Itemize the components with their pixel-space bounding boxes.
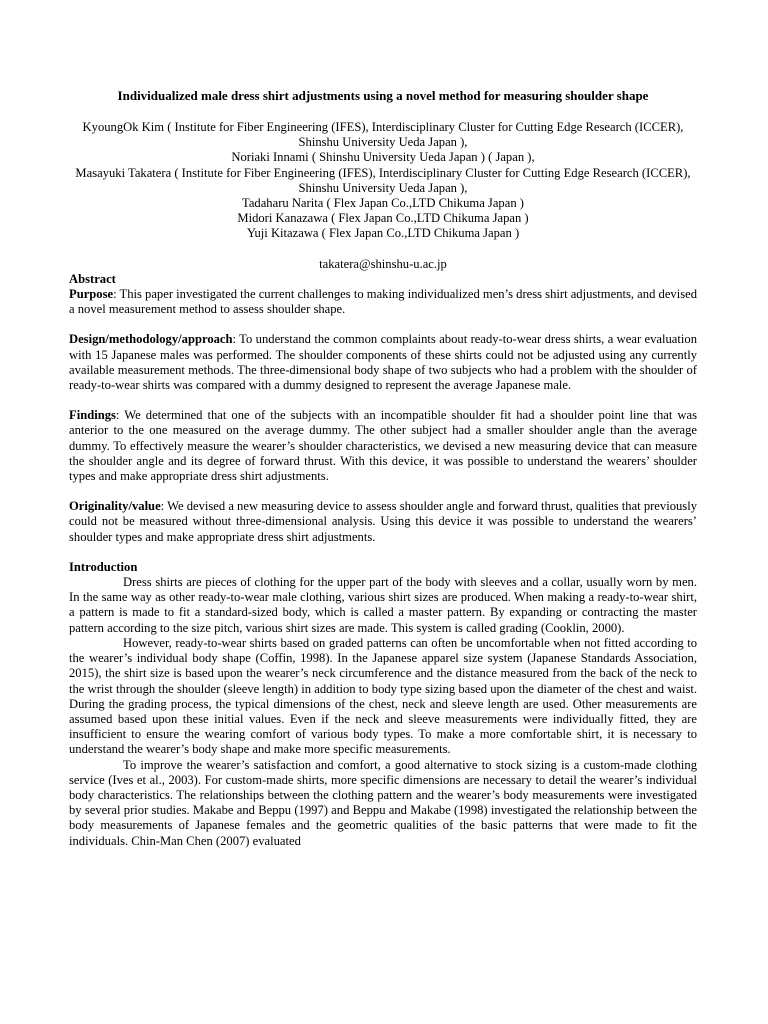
author-entry: Midori Kanazawa ( Flex Japan Co.,LTD Chikuma Japan ) [237, 211, 529, 226]
introduction-paragraph: To improve the wearer’s satisfaction and comfort, a good alternative to stock sizing is a custom-made clothing service (Ives et al., 2003). For custom-made shirts, more specific dimensions are necessary to detail the wearer’s individual body characteristics. The relationships between the clothing pattern and the wearer’s body measurements were investigated by several prior studies. Makabe and Beppu (1997) and Beppu and Makabe (1998) investigated the relationship between the body measurements of Japanese females and the geometric qualities of the basic patterns that were made to fit the individuals. Chin-Man Chen (2007) evaluated [69, 757, 697, 848]
introduction-paragraph: Dress shirts are pieces of clothing for the upper part of the body with sleeves and a collar, usually worn by men. In the same way as other ready-to-wear male clothing, various shirt sizes are produced. When making a ready-to-wear shirt, a pattern is made to fit a standard-sized body, which is called a master pattern. By expanding or contracting the master pattern according to the size pitch, various shirt sizes are made. This system is called grading (Cooklin, 2000). [69, 575, 697, 635]
abstract-originality [69, 499, 697, 545]
paper-title: Individualized male dress shirt adjustments using a novel method for measuring shoulder shape [117, 88, 649, 103]
abstract-design [69, 332, 697, 393]
purpose-label: Purpose [69, 287, 114, 302]
paper-body [69, 88, 697, 849]
purpose-text: : This paper investigated the current challenges to making individualized men’s dress shirt adjustments, and devised a novel measurement method to assess shoulder shape. [69, 287, 697, 317]
abstract-heading: Abstract [69, 271, 116, 286]
author-entry: Tadaharu Narita ( Flex Japan Co.,LTD Chikuma Japan ) [242, 196, 524, 211]
design-label: Design/methodology/approach [69, 332, 233, 347]
originality-label: Originality/value [69, 499, 161, 514]
findings-text: : We determined that one of the subjects with an incompatible shoulder fit had a shoulder point line that was anterior to the one measured on the average dummy. The other subject had a smaller shoulder angle than the average dummy. To effectively measure the wearer’s shoulder characteristics, we devised a new measuring device that can measure the shoulder angle and its degree of forward thrust. With this device, it was possible to understand the wearers’ shoulder types and make appropriate dress shirt adjustments. [69, 408, 697, 484]
introduction-heading: Introduction [69, 559, 138, 574]
abstract-findings [69, 408, 697, 484]
contact-email: takatera@shinshu-u.ac.jp [319, 256, 447, 271]
author-entry: Yuji Kitazawa ( Flex Japan Co.,LTD Chikuma Japan ) [246, 226, 520, 241]
originality-text: : We devised a new measuring device to assess shoulder angle and forward thrust, qualities that previously could not be measured without three-dimensional analysis. Using this device it was possible to understand the wearers’ shoulder types and make appropriate dress shirt adjustments. [69, 499, 697, 544]
author-entry: Masayuki Takatera ( Institute for Fiber Engineering (IFES), Interdisciplinary Cluster for Cutting Edge Research (ICCER), Shinshu University Ueda Japan ), [75, 165, 691, 195]
introduction-paragraph: However, ready-to-wear shirts based on graded patterns can often be uncomfortable when not fitted according to the wearer’s individual body shape (Coffin, 1998). In the Japanese apparel size system (Japanese Standards Association, 2015), the shirt size is based upon the wearer’s neck circumference and the distance measured from the back of the neck to the wrist through the shoulder (sleeve length) in addition to body type sizing based upon the diameter of the chest and waist. During the grading process, the typical dimensions of the chest, neck and sleeve length are used. Other measurements are assumed based upon these initial values. Even if the neck and sleeve measurements were individually fitted, they are insufficient to ensure the wearing comfort of various body types. To make a more comfortable shirt, it is necessary to understand the wearer’s body shape and make more specific measurements. [69, 635, 697, 757]
findings-label: Findings [69, 408, 116, 423]
author-entry: KyoungOk Kim ( Institute for Fiber Engineering (IFES), Interdisciplinary Cluster for Cutting Edge Research (ICCER), Shinshu University Ueda Japan ), [82, 120, 684, 150]
design-text: : To understand the common complaints about ready-to-wear dress shirts, a wear evaluation with 15 Japanese males was performed. The shoulder components of these shirts could not be adjusted using any currently available measurement methods. The three-dimensional body shape of two subjects who had a problem with the shoulder of ready-to-wear shirts was compared with a dummy designed to represent the average Japanese male. [69, 332, 697, 393]
author-entry: Noriaki Innami ( Shinshu University Ueda Japan ) ( Japan ), [231, 150, 535, 165]
abstract-purpose [69, 287, 697, 317]
author-list [69, 120, 697, 242]
